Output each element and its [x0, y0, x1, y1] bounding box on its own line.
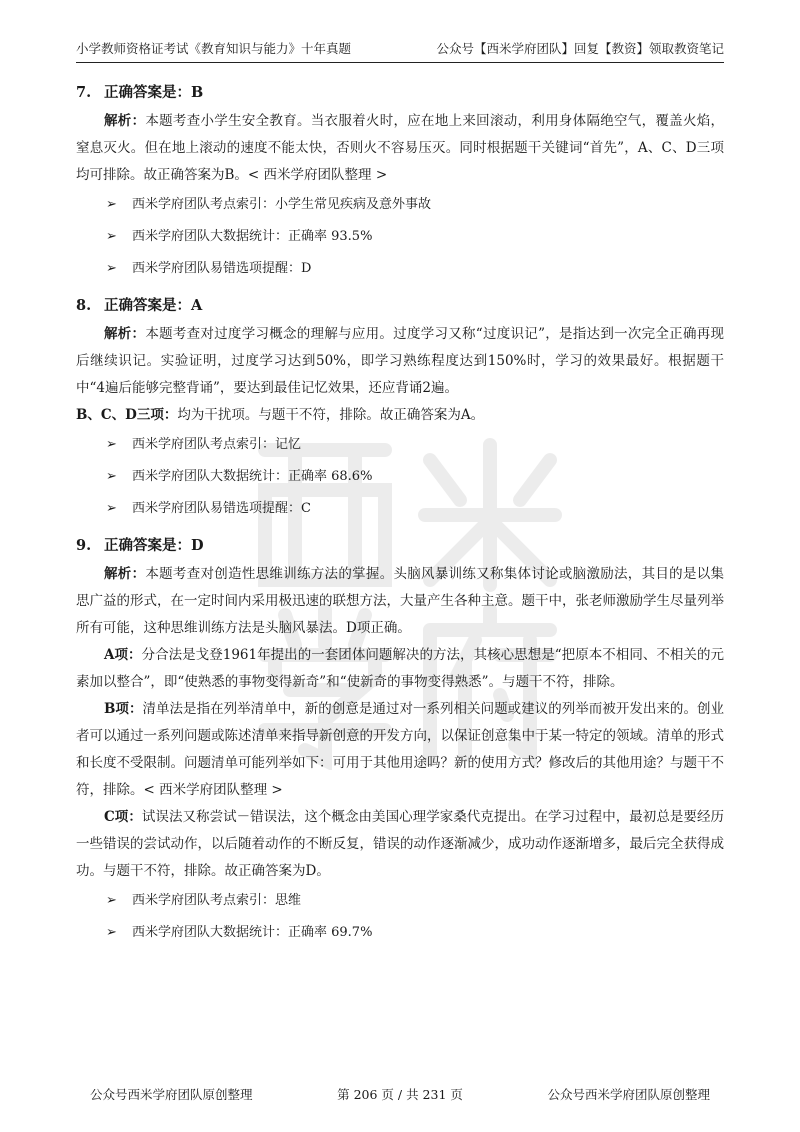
paragraph-text: 分合法是戈登1961年提出的一套团体问题解决的方法，其核心思想是“把原本不相同、不相关的元素加以整合”，即“使熟悉的事物变得新奇”和“使新奇的事物变得熟悉”。与题干不符，排除。: [76, 647, 724, 690]
page-header: [76, 40, 724, 63]
paragraph-label: B项：: [104, 701, 143, 717]
arrow-bullet-icon: ➢: [106, 261, 117, 276]
note-list: [76, 429, 724, 525]
arrow-bullet-icon: ➢: [106, 925, 117, 940]
arrow-bullet-icon: ➢: [106, 197, 117, 212]
explanation-paragraph: [76, 642, 724, 696]
page-footer: [90, 1085, 710, 1103]
arrow-bullet-icon: ➢: [106, 229, 117, 244]
paragraph-label: 解析：: [104, 566, 146, 582]
header-right: 公众号【西米学府团队】回复【教资】领取教资笔记: [436, 41, 724, 56]
explanation-paragraph: [76, 402, 724, 429]
explanation-paragraph: [76, 108, 724, 189]
correct-answer: 正确答案是：D: [104, 537, 204, 554]
explanation-paragraph: [76, 561, 724, 642]
list-item: ➢ 西米学府团队易错选项提醒：C: [76, 493, 724, 525]
arrow-bullet-icon: ➢: [106, 469, 117, 484]
list-item: ➢ 西米学府团队大数据统计：正确率 68.6%: [76, 461, 724, 493]
list-item: ➢ 西米学府团队易错选项提醒：D: [76, 253, 724, 285]
paragraph-label: A项：: [104, 647, 142, 663]
question-number: 7.: [76, 84, 92, 101]
paragraph-label: C项：: [104, 809, 142, 825]
list-item: ➢ 西米学府团队大数据统计：正确率 93.5%: [76, 221, 724, 253]
header-left: 小学教师资格证考试《教育知识与能力》十年真题: [76, 41, 352, 56]
paragraph-text: 本题考查对过度学习概念的理解与应用。过度学习又称“过度识记”，是指达到一次完全正确再现后继续识记。实验证明，过度学习达到50%，即学习熟练程度达到150%时，学习的效果最好。根据题干中“4遍后能够完整背诵”，要达到最佳记忆效果，还应背诵2遍。: [76, 326, 724, 396]
arrow-bullet-icon: ➢: [106, 501, 117, 516]
footer-right: 公众号西米学府团队原创整理: [547, 1087, 710, 1102]
list-item: ➢ 西米学府团队考点索引：小学生常见疾病及意外事故: [76, 189, 724, 221]
arrow-bullet-icon: ➢: [106, 437, 117, 452]
paragraph-text: 均为干扰项。与题干不符，排除。故正确答案为A。: [177, 407, 485, 423]
footer-left: 公众号西米学府团队原创整理: [90, 1087, 253, 1102]
list-item: ➢ 西米学府团队大数据统计：正确率 69.7%: [76, 917, 724, 949]
explanation-paragraph: [76, 321, 724, 402]
answer-heading: [76, 291, 724, 321]
question-7: [76, 78, 724, 285]
answer-heading: [76, 78, 724, 108]
correct-answer: 正确答案是：B: [104, 84, 204, 101]
correct-answer: 正确答案是：A: [104, 297, 203, 314]
explanation-paragraph: [76, 696, 724, 804]
note-list: [76, 885, 724, 949]
answer-heading: [76, 531, 724, 561]
list-item: ➢ 西米学府团队考点索引：思维: [76, 885, 724, 917]
paragraph-text: 试误法又称尝试－错误法，这个概念由美国心理学家桑代克提出。在学习过程中，最初总是要经历一些错误的尝试动作，以后随着动作的不断反复，错误的动作逐渐减少，成功动作逐渐增多，最后完全获得成功。与题干不符，排除。故正确答案为D。: [76, 809, 725, 879]
paragraph-text: 清单法是指在列举清单中，新的创意是通过对一系列相关问题或建议的列举而被开发出来的。创业者可以通过一系列问题或陈述清单来指导新创意的开发方向，以保证创意集中于某一特定的领域。清单的形式和长度不受限制。问题清单可能列举如下：可用于其他用途吗？新的使用方式？修改后的其他用途？与题干不符，排除。< 西米学府团队整理 >: [76, 701, 724, 798]
question-9: [76, 531, 724, 949]
note-list: [76, 189, 724, 285]
list-item: ➢ 西米学府团队考点索引：记忆: [76, 429, 724, 461]
paragraph-label: 解析：: [104, 326, 146, 342]
paragraph-text: 本题考查对创造性思维训练方法的掌握。头脑风暴训练又称集体讨论或脑激励法，其目的是以集思广益的形式，在一定时间内采用极迅速的联想方法，大量产生各种主意。题干中，张老师激励学生尽量列举所有可能，这种思维训练方法是头脑风暴法。D项正确。: [76, 566, 725, 636]
question-8: [76, 291, 724, 525]
paragraph-label: B、C、D三项：: [76, 407, 178, 423]
page-number: 第 206 页 / 共 231 页: [337, 1087, 463, 1102]
paragraph-text: 本题考查小学生安全教育。当衣服着火时，应在地上来回滚动，利用身体隔绝空气，覆盖火焰，窒息灭火。但在地上滚动的速度不能太快，否则火不容易压灭。同时根据题干关键词“首先”，A、C、D三项均可排除。故正确答案为B。< 西米学府团队整理 >: [76, 113, 725, 183]
arrow-bullet-icon: ➢: [106, 893, 117, 908]
page-content: [76, 78, 724, 949]
question-number: 9.: [76, 537, 92, 554]
question-number: 8.: [76, 297, 92, 314]
paragraph-label: 解析：: [104, 113, 146, 129]
explanation-paragraph: [76, 804, 724, 885]
